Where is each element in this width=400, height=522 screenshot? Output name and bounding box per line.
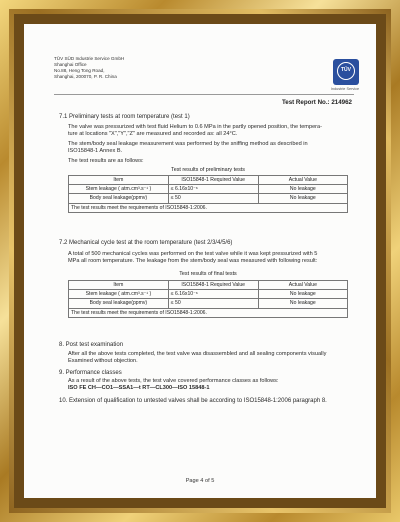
tuv-logo	[333, 59, 359, 85]
table-row	[69, 299, 348, 308]
table-cell: ≤ 6.16x10⁻⁶	[168, 185, 258, 194]
paragraph-line: MPa all room temperature. The leakage from the stem/body seal was measured with following result:	[68, 258, 318, 264]
section-7-2-title: 7.2 Mechanical cycle test at the room temperature (test 2/3/4/5/6)	[59, 240, 233, 246]
paragraph-line: After all the above tests completed, the test valve was disassembled and all sealing components visually	[68, 351, 327, 357]
paragraph-line: ture at locations "X","Y","Z" are measured and recorded as: all 24°C.	[68, 131, 238, 137]
report-number: Test Report No.: 214962	[281, 99, 352, 106]
table-cell: Stem leakage ( atm.cm³.s⁻¹ )	[69, 185, 169, 194]
table-note-row	[69, 308, 348, 317]
paragraph-line: A total of 500 mechanical cycles was performed on the test valve while it was kept pressurized with 5	[68, 251, 318, 257]
table-cell: ≤ 50	[168, 299, 258, 308]
column-header: ISO15848-1 Required Value	[168, 176, 258, 185]
section-9-title: 9. Performance classes	[59, 370, 122, 376]
table-note: The test results meet the requirements of ISO15848-1:2006.	[69, 203, 348, 212]
table-row	[69, 185, 348, 194]
table-header-row	[69, 176, 348, 185]
table-cell: No leakage	[258, 299, 347, 308]
table-note-row	[69, 203, 348, 212]
section-8-title: 8. Post test examination	[59, 342, 124, 348]
table-cell: ≤ 6.16x10⁻⁶	[168, 290, 258, 299]
paragraph-line: The test results are as follows:	[68, 158, 144, 164]
paragraph-line: The valve was pressurized with test fluid Helium to 0.6 MPa in the partly opened position, the tempera-	[68, 124, 323, 130]
table-cell: No leakage	[258, 194, 347, 203]
logo-caption: Industrie Service	[330, 87, 360, 91]
section-7-1-title: 7.1 Preliminary tests at room temperature (test 1)	[59, 114, 190, 120]
table-title: Test results of preliminary tests	[171, 167, 245, 173]
paragraph-line: The stem/body seal leakage measurement was performed by the sniffing method as described in	[68, 141, 308, 147]
paragraph-line: Examined without objection.	[68, 358, 138, 364]
company-address	[54, 56, 124, 80]
table-cell: ≤ 50	[168, 194, 258, 203]
table-cell: Stem leakage ( atm.cm³.s⁻¹ )	[69, 290, 169, 299]
company-line: Shanghai Office	[54, 62, 87, 68]
table-row	[69, 194, 348, 203]
logo-text: TÜV	[341, 67, 351, 73]
table-cell: Body seal leakage(ppmv)	[69, 299, 169, 308]
column-header: ISO15848-1 Required Value	[168, 281, 258, 290]
performance-classes: ISO FE CH—CO1—SSA1—t RT—CL300—ISO 15848-1	[68, 385, 210, 391]
preliminary-results-table	[68, 175, 348, 213]
column-header: Actual Value	[258, 281, 347, 290]
table-row	[69, 290, 348, 299]
column-header: Actual Value	[258, 176, 347, 185]
page-footer: Page 4 of 5	[185, 478, 215, 484]
certificate-page	[24, 24, 376, 498]
company-line: Shanghai, 200070, P. R. China	[54, 74, 117, 80]
company-line: No.88, Heng Tong Road,	[54, 68, 105, 74]
table-header-row	[69, 281, 348, 290]
table-note: The test results meet the requirements of ISO15848-1:2006.	[69, 308, 348, 317]
column-header: Item	[69, 281, 169, 290]
table-cell: No leakage	[258, 290, 347, 299]
company-line: TÜV SÜD Industrie Service GmbH	[54, 56, 125, 61]
table-title: Test results of final tests	[179, 271, 237, 277]
table-cell: Body seal leakage(ppmv)	[69, 194, 169, 203]
paragraph-line: As a result of the above tests, the test valve covered performance classes as follows:	[68, 378, 279, 384]
header-divider	[54, 94, 354, 95]
final-results-table	[68, 280, 348, 318]
table-cell: No leakage	[258, 185, 347, 194]
column-header: Item	[69, 176, 169, 185]
paragraph-line: ISO15848-1 Annex B.	[68, 148, 123, 154]
section-10-title: 10. Extension of qualification to untested valves shall be according to ISO15848-1:2006 paragraph 8.	[59, 398, 327, 404]
